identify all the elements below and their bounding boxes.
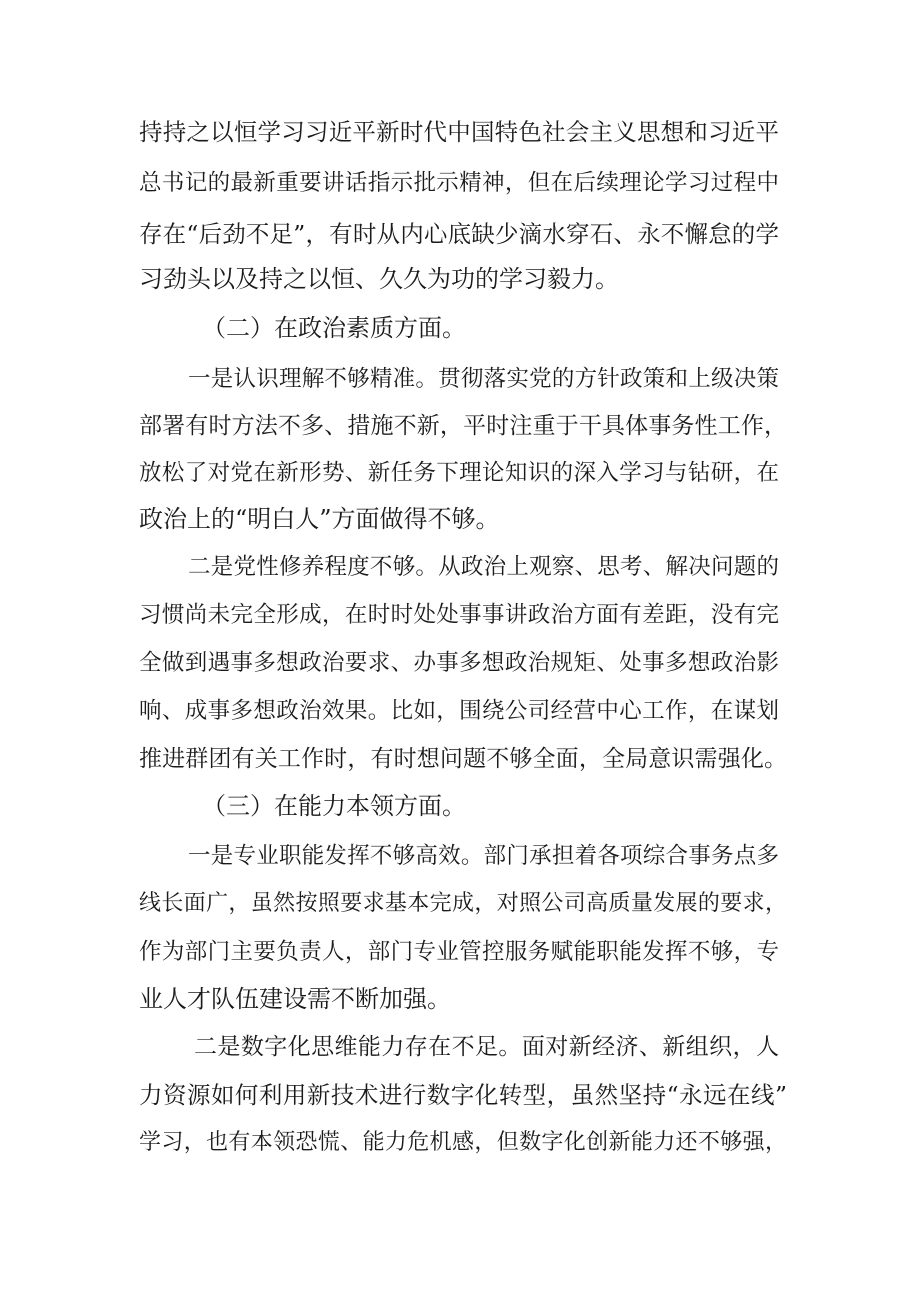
section-heading-ability: （三）在能力本领方面。 bbox=[202, 792, 466, 820]
paragraph-1-line-2: 总书记的最新重要讲话指示批示精神，但在后续理论学习过程中 bbox=[139, 170, 779, 196]
paragraph-5-line-2: 力资源如何利用新技术进行数字化转型，虽然坚持“永远在线” bbox=[139, 1081, 787, 1109]
paragraph-1-line-1: 持持之以恒学习习近平新时代中国特色社会主义思想和习近平 bbox=[139, 118, 779, 146]
paragraph-4-line-1: 一是专业职能发挥不够高效。部门承担着各项综合事务点多 bbox=[188, 843, 779, 869]
paragraph-1-line-3: 存在“后劲不足”，有时从内心底缺少滴水穿石、永不懈怠的学 bbox=[139, 220, 779, 248]
paragraph-4-line-3: 作为部门主要负责人，部门专业管控服务赋能职能发挥不够，专 bbox=[139, 939, 779, 965]
paragraph-2-line-1: 一是认识理解不够精准。贯彻落实党的方针政策和上级决策 bbox=[188, 366, 779, 392]
paragraph-2-line-4: 政治上的“明白人”方面做得不够。 bbox=[139, 505, 500, 533]
section-heading-political-quality: （二）在政治素质方面。 bbox=[202, 314, 466, 342]
paragraph-3-line-1: 二是党性修养程度不够。从政治上观察、思考、解决问题的 bbox=[188, 554, 779, 580]
paragraph-4-line-4: 业人才队伍建设需不断加强。 bbox=[139, 985, 451, 1013]
paragraph-2-line-3: 放松了对党在新形势、新任务下理论知识的深入学习与钻研，在 bbox=[139, 460, 779, 486]
paragraph-3-line-5: 推进群团有关工作时，有时想问题不够全面，全局意识需强化。 bbox=[139, 746, 787, 772]
paragraph-1-line-4: 习劲头以及持之以恒、久久为功的学习毅力。 bbox=[139, 265, 619, 293]
paragraph-3-line-3: 全做到遇事多想政治要求、办事多想政治规矩、处事多想政治影 bbox=[139, 650, 779, 676]
paragraph-4-line-2: 线长面广，虽然按照要求基本完成，对照公司高质量发展的要求， bbox=[139, 891, 787, 916]
paragraph-5-line-1: 二是数字化思维能力存在不足。面对新经济、新组织，人 bbox=[194, 1034, 779, 1060]
paragraph-3-line-2: 习惯尚未完全形成，在时时处处事事讲政治方面有差距，没有完 bbox=[139, 602, 779, 628]
paragraph-3-line-4: 响、成事多想政治效果。比如，围绕公司经营中心工作，在谋划 bbox=[139, 698, 779, 724]
paragraph-5-line-3: 学习，也有本领恐慌、能力危机感，但数字化创新能力还不够强， bbox=[139, 1130, 787, 1155]
paragraph-2-line-2: 部署有时方法不多、措施不新，平时注重于干具体事务性工作， bbox=[139, 413, 787, 439]
